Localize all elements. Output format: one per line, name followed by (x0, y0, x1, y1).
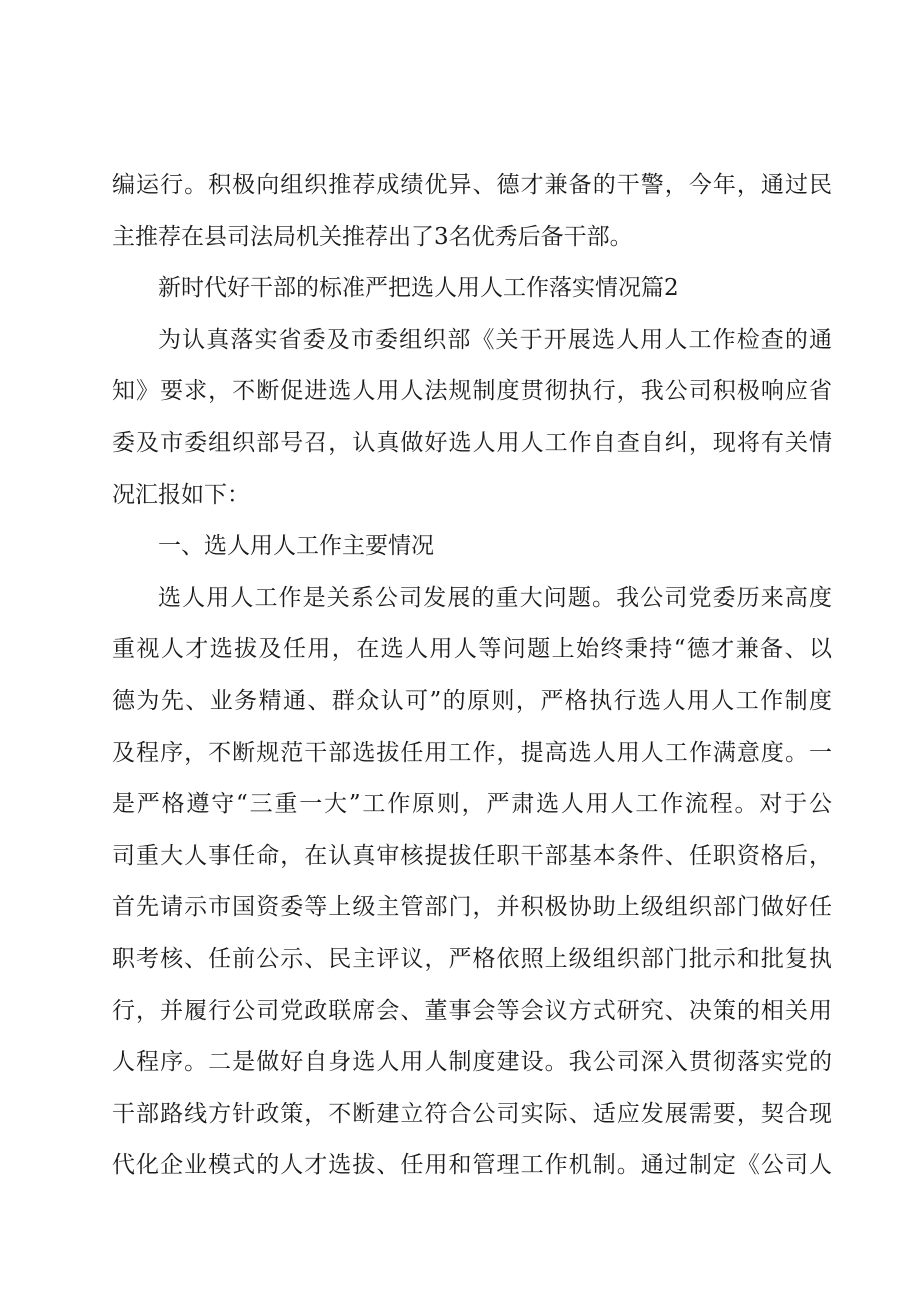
text-line-11: 德为先、业务精通、群众认可”的原则，严格执行选人用人工作制度 (112, 687, 832, 714)
text-line-17: 行，并履行公司党政联席会、董事会等会议方式研究、决策的相关用 (112, 997, 832, 1024)
document-body (112, 160, 832, 1192)
text-line-1: 编运行。积极向组织推荐成绩优异、德才兼备的干警，今年，通过民 (112, 172, 832, 198)
text-line-18: 人程序。二是做好自身选人用人制度建设。我公司深入贯彻落实党的 (112, 1049, 832, 1076)
text-line-13: 是严格遵守“三重一大”工作原则，严肃选人用人工作流程。对于公 (112, 791, 832, 818)
text-line-15: 首先请示市国资委等上级主管部门，并积极协助上级组织部门做好任 (112, 894, 832, 921)
subsection-heading: 一、选人用人工作主要情况 (158, 533, 434, 560)
text-line-2: 主推荐在县司法局机关推荐出了3名优秀后备干部。 (112, 223, 633, 250)
text-line-9: 选人用人工作是关系公司发展的重大问题。我公司党委历来高度 (158, 584, 832, 611)
text-line-12: 及程序，不断规范干部选拔任用工作，提高选人用人工作满意度。一 (112, 739, 832, 766)
text-line-19: 干部路线方针政策，不断建立符合公司实际、适应发展需要，契合现 (112, 1100, 832, 1127)
text-line-5: 知》要求，不断促进选人用人法规制度贯彻执行，我公司积极响应省 (112, 378, 832, 405)
text-line-7: 况汇报如下： (112, 481, 250, 508)
text-line-14: 司重大人事任命，在认真审核提拔任职干部基本条件、任职资格后， (112, 842, 832, 869)
section-heading: 新时代好干部的标准严把选人用人工作落实情况篇2 (158, 275, 679, 302)
text-line-16: 职考核、任前公示、民主评议，严格依照上级组织部门批示和批复执 (112, 945, 832, 972)
text-line-6: 委及市委组织部号召，认真做好选人用人工作自查自纠，现将有关情 (112, 429, 832, 456)
text-line-4: 为认真落实省委及市委组织部《关于开展选人用人工作检查的通 (158, 326, 832, 353)
text-line-10: 重视人才选拔及任用，在选人用人等问题上始终秉持“德才兼备、以 (112, 636, 832, 663)
text-line-20: 代化企业模式的人才选拔、任用和管理工作机制。通过制定《公司人 (112, 1152, 832, 1179)
